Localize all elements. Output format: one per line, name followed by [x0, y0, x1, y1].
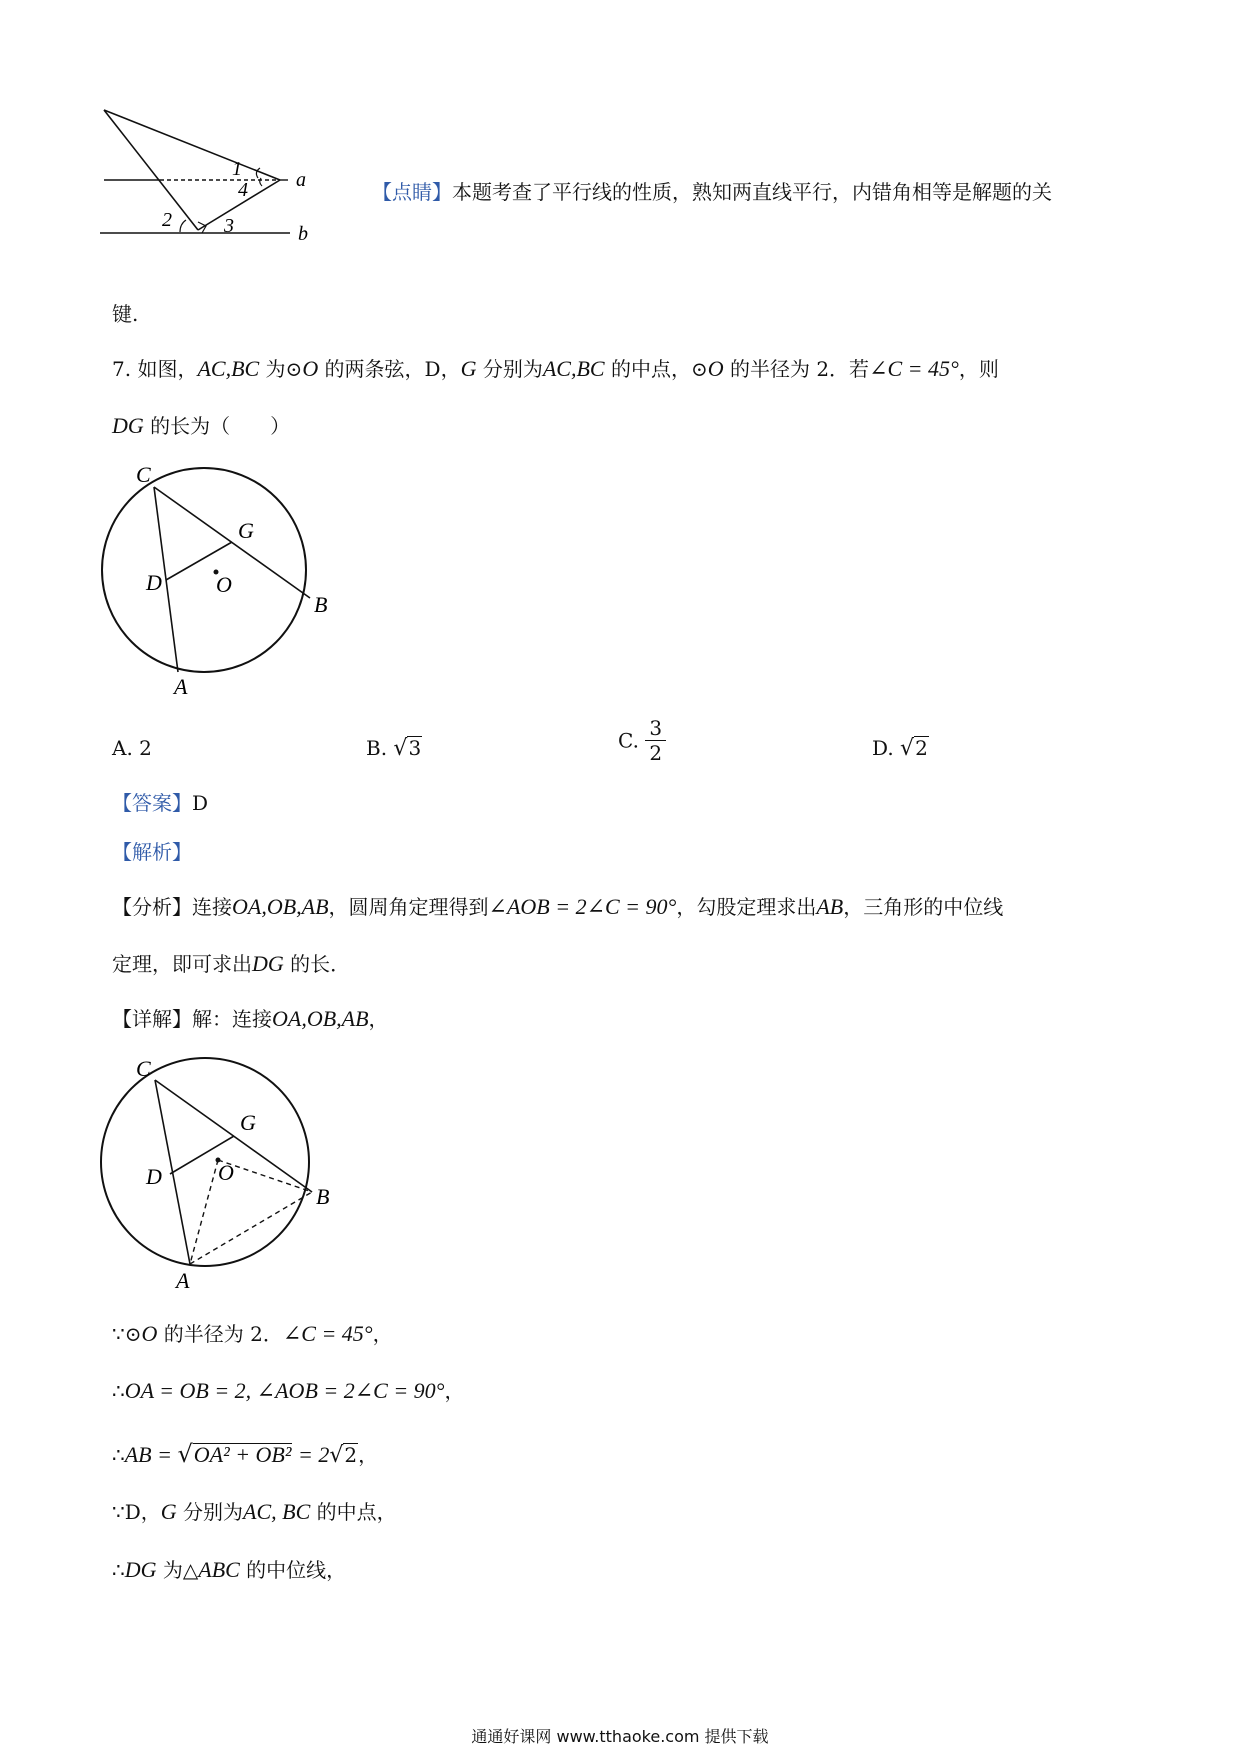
step-text: 的中点，	[310, 1500, 397, 1524]
label-b: b	[298, 223, 308, 245]
answer-value: D	[192, 791, 209, 815]
step-text: 为△	[156, 1558, 199, 1582]
math-radicand: OA² + OB²	[193, 1442, 292, 1467]
option-a: A. 2	[112, 736, 152, 760]
math-oa-ob: OA = OB = 2, ∠AOB = 2∠C = 90°	[124, 1378, 445, 1403]
label-B: B	[316, 1184, 330, 1209]
tip-line1	[372, 178, 1052, 206]
option-b-label: B.	[366, 736, 388, 760]
label-A: A	[174, 674, 188, 699]
tip-label: 【点睛】	[372, 180, 452, 204]
option-c	[618, 716, 666, 765]
math-abc: ABC	[198, 1557, 240, 1582]
label-D: D	[146, 570, 162, 595]
math-angle-aob: ∠AOB = 2∠C = 90°	[488, 894, 677, 919]
detail-label: 【详解】	[112, 1007, 192, 1031]
circle-figure-1	[100, 460, 360, 700]
math-dg: DG	[252, 951, 284, 976]
detail-text: ，	[368, 1007, 389, 1031]
math-ac-bc: AC, BC	[243, 1499, 311, 1524]
step-5	[112, 1556, 346, 1584]
option-c-label: C.	[618, 728, 639, 753]
label-D: D	[146, 1164, 162, 1189]
q-text: 的长为（ ）	[143, 414, 291, 438]
math-g: G	[160, 1499, 177, 1524]
label-O: O	[218, 1160, 234, 1185]
frac-num: 3	[645, 716, 666, 741]
sqrt-sign: √	[900, 736, 915, 761]
label-a: a	[296, 169, 306, 191]
tip-line2: 键.	[112, 302, 139, 326]
q-text: 分别为	[476, 357, 543, 381]
step-text: 的半径为 2．	[157, 1322, 283, 1346]
circle-figure-2	[100, 1050, 360, 1300]
label-C: C	[136, 462, 151, 487]
math-ab: AB	[816, 894, 844, 919]
math-dg: DG	[112, 413, 144, 438]
circle-symbol: ⊙	[124, 1322, 142, 1346]
label-2: 2	[162, 209, 172, 231]
sqrt-sign: √	[177, 1440, 193, 1468]
math-radicand: 2	[344, 1443, 358, 1467]
fenxi-text: 连接	[192, 895, 232, 919]
step-3	[112, 1440, 378, 1470]
therefore-symbol: ∴	[112, 1443, 125, 1467]
math-ac-bc: AC,BC	[197, 356, 260, 381]
answer-line	[112, 789, 208, 817]
step-4	[112, 1498, 397, 1526]
label-1: 1	[232, 158, 242, 180]
label-3: 3	[224, 215, 234, 237]
math-dg: DG	[124, 1557, 157, 1582]
math-o: O	[302, 356, 319, 381]
therefore-symbol: ∴	[112, 1379, 125, 1403]
math-o: O	[707, 356, 724, 381]
label-A: A	[176, 1268, 190, 1293]
math-ab: AB =	[124, 1442, 178, 1467]
step-text: ，	[358, 1443, 379, 1467]
q-text: 为⊙	[259, 357, 303, 381]
q-text: 的中点，⊙	[604, 357, 708, 381]
fenxi-text: ，圆周角定理得到	[328, 895, 489, 919]
fraction-3-2	[645, 716, 666, 765]
fenxi-text: ，勾股定理求出	[676, 895, 817, 919]
label-O: O	[216, 572, 232, 597]
math-angle-c: ∠C = 45°	[282, 1321, 373, 1346]
label-C: C	[136, 1056, 151, 1081]
therefore-symbol: ∴	[112, 1558, 125, 1582]
step-1	[112, 1320, 393, 1348]
detail-line	[112, 1005, 389, 1033]
option-d	[872, 734, 929, 763]
label-B: B	[314, 592, 328, 617]
fenxi-text: 定理，即可求出	[112, 952, 252, 976]
answer-label: 【答案】	[112, 791, 192, 815]
fenxi-line2	[112, 950, 350, 978]
step-text: ，	[444, 1379, 465, 1403]
step-text: 分别为	[176, 1500, 244, 1524]
q-text: ，则	[958, 357, 999, 381]
sqrt-sign: √	[329, 1443, 344, 1468]
frac-den: 2	[649, 741, 663, 765]
label-4: 4	[238, 179, 248, 201]
fenxi-line1	[112, 893, 1003, 921]
sqrt-sign: √	[393, 736, 408, 761]
math-oa-ob-ab: OA,OB,AB	[232, 894, 329, 919]
fenxi-text: ，三角形的中位线	[843, 895, 1004, 919]
option-b	[366, 734, 422, 763]
math-oa-ob-ab: OA,OB,AB	[272, 1006, 369, 1031]
tip-text: 本题考查了平行线的性质，熟知两直线平行，内错角相等是解题的关	[452, 180, 1052, 204]
fenxi-text: 的长．	[283, 952, 351, 976]
math-angle-c: ∠C = 45°	[869, 356, 959, 381]
math-eq: = 2	[292, 1442, 330, 1467]
fenxi-label: 【分析】	[112, 895, 192, 919]
q-text: 的半径为 2．若	[723, 357, 870, 381]
step-2	[112, 1377, 464, 1405]
page-footer: 通通好课网 www.tthaoke.com 提供下载	[471, 1727, 769, 1746]
parallel-lines-figure	[100, 100, 360, 275]
option-d-value: 2	[915, 736, 928, 760]
detail-text: 解：连接	[192, 1007, 272, 1031]
step-text: ∵D，	[112, 1500, 161, 1524]
question-line2	[112, 412, 290, 440]
label-G: G	[240, 1110, 256, 1135]
option-b-value: 3	[408, 736, 422, 760]
math-ac-bc: AC,BC	[542, 356, 605, 381]
question-number: 7. 如图，	[112, 357, 198, 381]
option-d-label: D.	[872, 736, 894, 760]
step-text: 的中位线，	[239, 1558, 347, 1582]
question-line1	[112, 355, 999, 383]
q-text: 的两条弦，D，	[318, 357, 461, 381]
analysis-label: 【解析】	[112, 840, 192, 864]
math-g: G	[460, 356, 477, 381]
math-o: O	[141, 1321, 158, 1346]
step-text: ，	[372, 1322, 393, 1346]
because-symbol: ∵	[112, 1322, 125, 1346]
label-G: G	[238, 518, 254, 543]
